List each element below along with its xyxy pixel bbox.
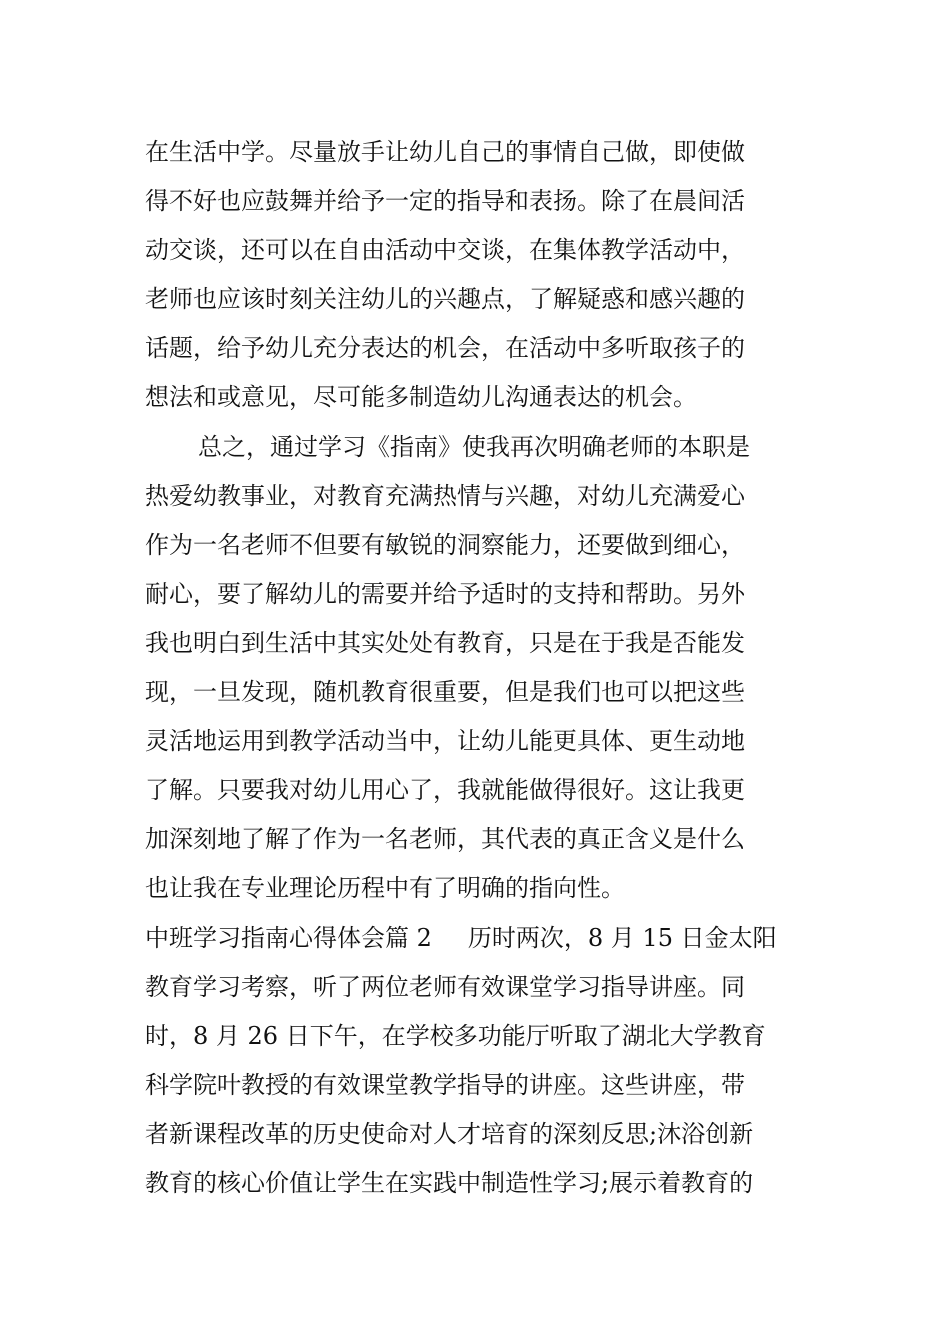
text-line: 得不好也应鼓舞并给予一定的指导和表扬。除了在晨间活 <box>145 187 745 216</box>
text-line: 老师也应该时刻关注幼儿的兴趣点，了解疑惑和感兴趣的 <box>145 285 745 314</box>
text-line: 现，一旦发现，随机教育很重要，但是我们也可以把这些 <box>145 678 745 707</box>
text-segment: 历时两次，8 月 15 日金太阳 <box>467 923 777 952</box>
text-line: 科学院叶教授的有效课堂教学指导的讲座。这些讲座，带 <box>145 1070 745 1099</box>
text-line: 话题，给予幼儿充分表达的机会，在活动中多听取孩子的 <box>145 334 745 363</box>
section-heading: 中班学习指南心得体会篇 2 <box>145 923 432 952</box>
text-line: 耐心，要了解幼儿的需要并给予适时的支持和帮助。另外 <box>145 579 745 608</box>
text-line: 在生活中学。尽量放手让幼儿自己的事情自己做，即使做 <box>145 138 745 166</box>
text-line: 教育学习考察，听了两位老师有效课堂学习指导讲座。同 <box>145 972 745 1001</box>
text-line: 也让我在专业理论历程中有了明确的指向性。 <box>145 874 625 903</box>
section-heading-line <box>145 914 810 963</box>
text-line: 了解。只要我对幼儿用心了，我就能做得很好。这让我更 <box>145 776 745 805</box>
body-text <box>145 128 810 1208</box>
text-line: 加深刻地了解了作为一名老师，其代表的真正含义是什么 <box>145 825 745 854</box>
text-line: 时，8 月 26 日下午，在学校多功能厅听取了湖北大学教育 <box>145 1021 766 1050</box>
paragraph-start-line: 总之，通过学习《指南》使我再次明确老师的本职是 <box>198 432 750 461</box>
text-line: 作为一名老师不但要有敏锐的洞察能力，还要做到细心， <box>145 530 745 559</box>
text-line: 想法和或意见，尽可能多制造幼儿沟通表达的机会。 <box>145 383 697 412</box>
text-line: 者新课程改革的历史使命对人才培育的深刻反思;沐浴创新 <box>145 1119 754 1148</box>
text-line: 热爱幼教事业，对教育充满热情与兴趣，对幼儿充满爱心 <box>145 481 745 510</box>
text-line: 灵活地运用到教学活动当中，让幼儿能更具体、更生动地 <box>145 727 745 756</box>
text-line: 动交谈，还可以在自由活动中交谈，在集体教学活动中， <box>145 236 745 265</box>
text-line: 我也明白到生活中其实处处有教育，只是在于我是否能发 <box>145 628 745 657</box>
text-line: 教育的核心价值让学生在实践中制造性学习;展示着教育的 <box>145 1168 754 1197</box>
